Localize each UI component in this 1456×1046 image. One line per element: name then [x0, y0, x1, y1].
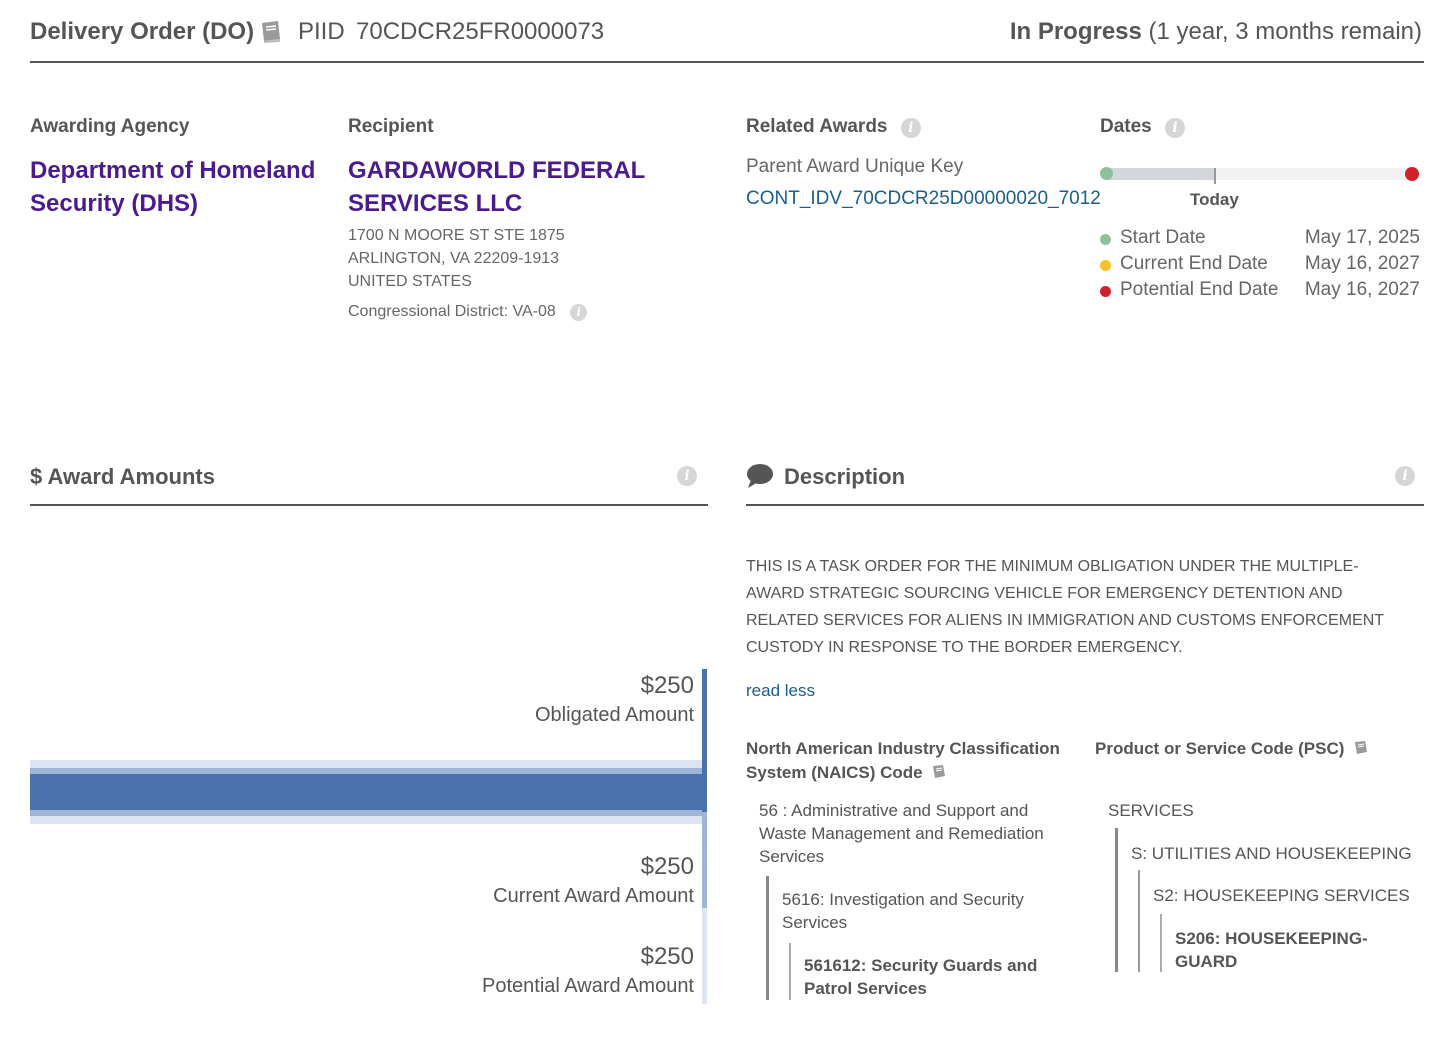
status-remaining: (1 year, 3 months remain) [1148, 18, 1422, 45]
read-less-link[interactable]: read less [746, 681, 815, 700]
current-end-dot [1100, 260, 1111, 271]
psc-level1: SERVICES [1108, 801, 1194, 820]
recipient-address [348, 224, 565, 293]
speech-bubble-icon [746, 463, 774, 494]
psc-tree-bar-3 [1160, 914, 1162, 972]
obligated-line [702, 669, 707, 812]
address-country: UNITED STATES [348, 273, 472, 290]
info-icon[interactable]: i [1395, 466, 1415, 486]
potential-end-value: May 16, 2027 [1304, 279, 1420, 300]
description-text: THIS IS A TASK ORDER FOR THE MINIMUM OBLIGATION UNDER THE MULTIPLE-AWARD STRATEGIC SOURCING VEHICLE FOR EMERGENCY DETENTION AND RELATED SERVICES FOR ALIENS IN IMMIGRATION AND CUSTOMS ENFORCEMENT CUSTODY IN RESPONSE TO THE BORDER EMERGENCY. [746, 558, 1384, 656]
book-icon[interactable] [258, 20, 284, 49]
obligated-amount-value: $250 [640, 672, 694, 699]
start-date-value: May 17, 2025 [1304, 227, 1420, 248]
current-line [702, 812, 707, 908]
current-end-value: May 16, 2027 [1304, 253, 1420, 274]
naics-level2: 5616: Investigation and Security Services [782, 890, 1024, 932]
potential-line [702, 908, 707, 1004]
award-amounts-title: $ Award Amounts [30, 464, 215, 489]
agency-name-line2: Security (DHS) [30, 190, 199, 217]
current-amount-value: $250 [640, 853, 694, 880]
awarding-agency-label: Awarding Agency [30, 116, 190, 137]
start-dot [1100, 167, 1113, 180]
piid-value: 70CDCR25FR0000073 [356, 18, 605, 45]
parent-award-label: Parent Award Unique Key [746, 156, 964, 177]
naics-label-line1: North American Industry Classification [746, 739, 1060, 758]
potential-amount-label: Potential Award Amount [482, 975, 694, 997]
description-divider [746, 504, 1424, 506]
info-icon[interactable]: i [570, 304, 587, 321]
naics-tree-bar-1 [766, 876, 769, 1000]
info-icon[interactable]: i [901, 118, 921, 138]
start-date-label: Start Date [1120, 227, 1206, 248]
related-awards-label [746, 116, 921, 138]
recipient-name[interactable] [348, 154, 645, 220]
end-dot [1405, 167, 1419, 181]
current-amount-label: Current Award Amount [493, 885, 694, 907]
psc-level4: S206: HOUSEKEEPING-GUARD [1175, 929, 1368, 971]
today-marker [1214, 168, 1216, 184]
naics-tree-bar-2 [789, 943, 791, 1000]
potential-end-dot [1100, 286, 1111, 297]
potential-end-label: Potential End Date [1120, 279, 1279, 300]
recipient-label: Recipient [348, 116, 434, 137]
psc-tree-bar-2 [1138, 870, 1140, 972]
recipient-name-line2: SERVICES LLC [348, 190, 523, 217]
potential-amount-value: $250 [640, 943, 694, 970]
naics-label-line2-row [746, 761, 1060, 785]
naics-label-line2: System (NAICS) Code [746, 763, 923, 782]
psc-level2: S: UTILITIES AND HOUSEKEEPING [1131, 844, 1412, 863]
psc-level3: S2: HOUSEKEEPING SERVICES [1153, 886, 1410, 905]
dates-text: Dates [1100, 116, 1152, 137]
parent-award-link[interactable]: CONT_IDV_70CDCR25D00000020_7012 [746, 188, 1101, 209]
district-text: Congressional District: VA-08 [348, 303, 556, 320]
description-title: Description [784, 464, 906, 489]
book-icon[interactable] [1353, 740, 1369, 756]
obligated-amount-bar [30, 774, 706, 810]
book-icon[interactable] [931, 764, 947, 780]
recipient-name-line1: GARDAWORLD FEDERAL [348, 157, 646, 184]
award-amounts-divider [30, 504, 708, 506]
award-status [1010, 18, 1422, 46]
info-icon[interactable]: i [1165, 118, 1185, 138]
address-line2: ARLINGTON, VA 22209-1913 [348, 250, 560, 267]
psc-tree-bar-1 [1115, 828, 1118, 972]
awarding-agency-name[interactable] [30, 154, 315, 220]
award-type-title: Delivery Order (DO) [30, 18, 255, 45]
start-date-dot [1100, 234, 1111, 245]
naics-label [746, 737, 1060, 785]
obligated-amount-label: Obligated Amount [535, 704, 694, 726]
congressional-district [348, 300, 587, 323]
timeline-elapsed [1106, 168, 1215, 180]
address-line1: 1700 N MOORE ST STE 1875 [348, 227, 565, 244]
today-label: Today [1190, 190, 1239, 209]
agency-name-line1: Department of Homeland [30, 157, 316, 184]
info-icon[interactable]: i [677, 466, 697, 486]
naics-level1: 56 : Administrative and Support and Waste Management and Remediation Services [759, 801, 1044, 866]
psc-label-text: Product or Service Code (PSC) [1095, 739, 1345, 758]
status-text: In Progress [1009, 18, 1142, 45]
naics-level3: 561612: Security Guards and Patrol Services [804, 956, 1038, 998]
psc-label [1095, 737, 1369, 761]
current-end-label: Current End Date [1120, 253, 1268, 274]
piid-label: PIID [298, 18, 345, 45]
dates-label [1100, 116, 1185, 138]
related-awards-text: Related Awards [746, 116, 888, 137]
header-divider [30, 61, 1424, 63]
